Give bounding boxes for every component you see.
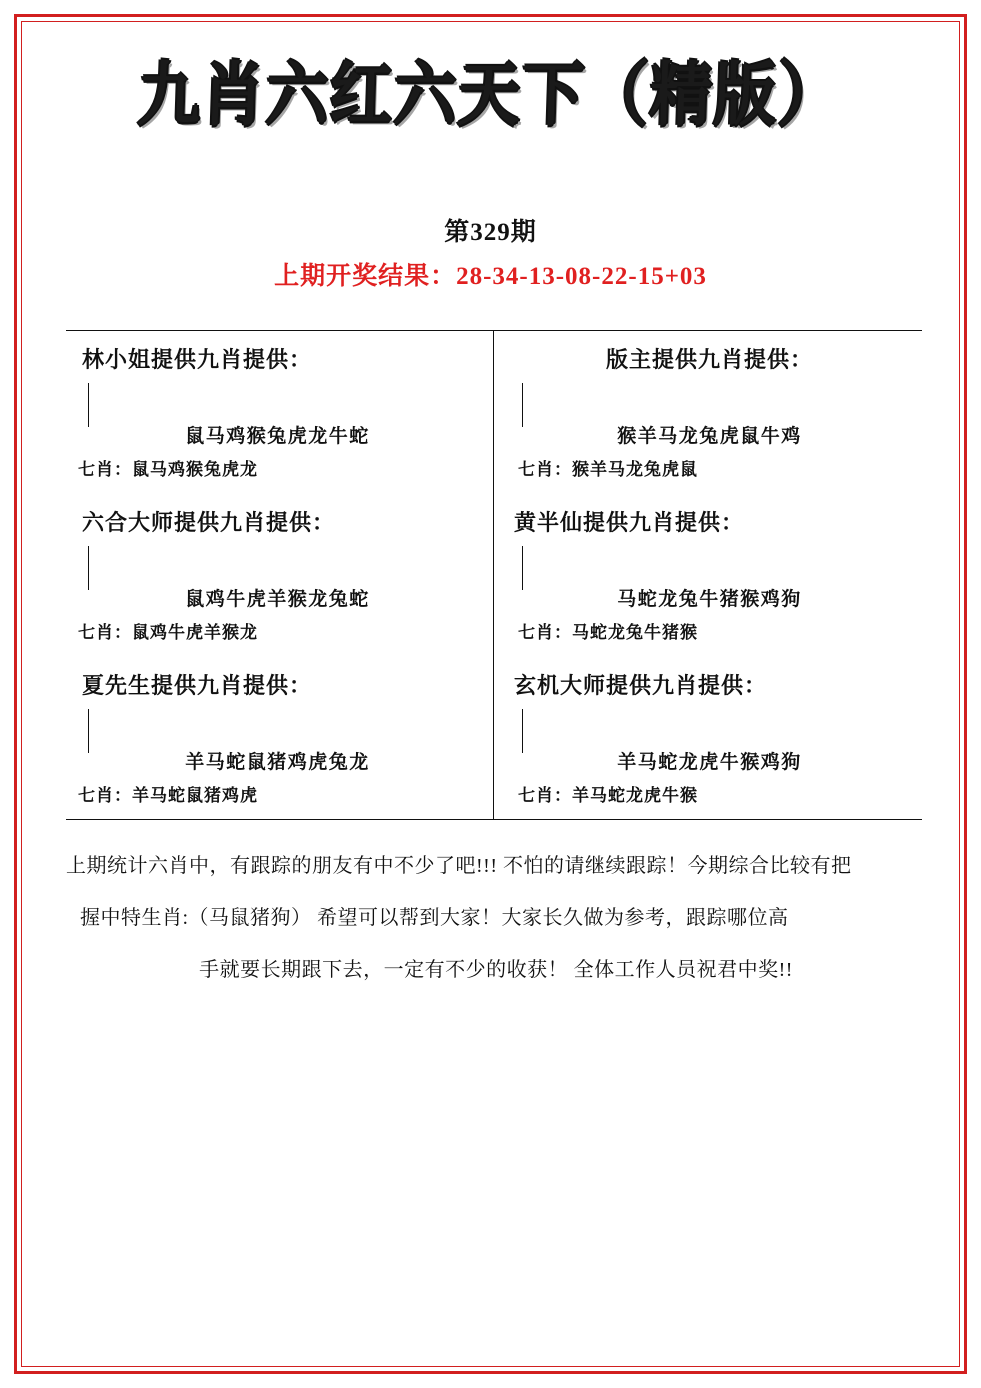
seven-zodiac-list: 七肖：马蛇龙兔牛猪猴 <box>518 623 698 642</box>
nine-zodiac-list: 猴羊马龙兔虎鼠牛鸡 <box>617 426 802 447</box>
seven-zodiac-list: 七肖：鼠马鸡猴兔虎龙 <box>78 460 258 479</box>
prediction-heading: 版主提供九肖提供： <box>605 347 813 372</box>
predictions-table <box>66 330 922 820</box>
prediction-block-xia-xiansheng <box>66 657 489 820</box>
footer-note <box>66 840 926 996</box>
prediction-heading: 黄半仙提供九肖提供： <box>514 510 745 535</box>
prediction-block-xuanji-dashi <box>498 657 921 820</box>
prediction-heading: 玄机大师提供九肖提供： <box>514 673 768 698</box>
prediction-heading: 夏先生提供九肖提供： <box>82 673 313 698</box>
prediction-heading: 六合大师提供九肖提供： <box>82 510 336 535</box>
predictions-column-right <box>493 331 921 819</box>
prediction-block-banzhu <box>498 331 921 494</box>
footer-line-3: 手就要长期跟下去，一定有不少的收获！ 全体工作人员祝君中奖!! <box>199 959 793 981</box>
nine-zodiac-list: 马蛇龙兔牛猪猴鸡狗 <box>617 589 802 610</box>
prediction-block-liuhe-dashi <box>66 494 489 657</box>
prediction-heading: 林小姐提供九肖提供： <box>82 347 313 372</box>
prediction-block-huang-banxian <box>498 494 921 657</box>
nine-zodiac-list: 鼠鸡牛虎羊猴龙兔蛇 <box>185 589 370 610</box>
title-area <box>0 53 981 136</box>
issue-number: 第329期 <box>444 219 537 246</box>
footer-line-2: 握中特生肖:（马鼠猪狗） 希望可以帮到大家！大家长久做为参考，跟踪哪位高 <box>80 907 789 929</box>
seven-zodiac-list: 七肖：羊马蛇鼠猪鸡虎 <box>78 786 258 805</box>
nine-zodiac-list: 鼠马鸡猴兔虎龙牛蛇 <box>185 426 370 447</box>
page-title: 九肖六红六天下（精版） <box>137 53 844 136</box>
seven-zodiac-list: 七肖：猴羊马龙兔虎鼠 <box>518 460 698 479</box>
seven-zodiac-list: 七肖：鼠鸡牛虎羊猴龙 <box>78 623 258 642</box>
nine-zodiac-list: 羊马蛇龙虎牛猴鸡狗 <box>617 752 802 773</box>
previous-draw-result: 上期开奖结果：28-34-13-08-22-15+03 <box>274 263 707 290</box>
seven-zodiac-list: 七肖：羊马蛇龙虎牛猴 <box>518 786 698 805</box>
nine-zodiac-list: 羊马蛇鼠猪鸡虎兔龙 <box>185 752 370 773</box>
footer-line-1: 上期统计六肖中，有跟踪的朋友有中不少了吧!!! 不怕的请继续跟踪！今期综合比较有把 <box>66 855 852 877</box>
predictions-column-left <box>66 331 494 819</box>
prediction-block-lin-xiaojie <box>66 331 489 494</box>
